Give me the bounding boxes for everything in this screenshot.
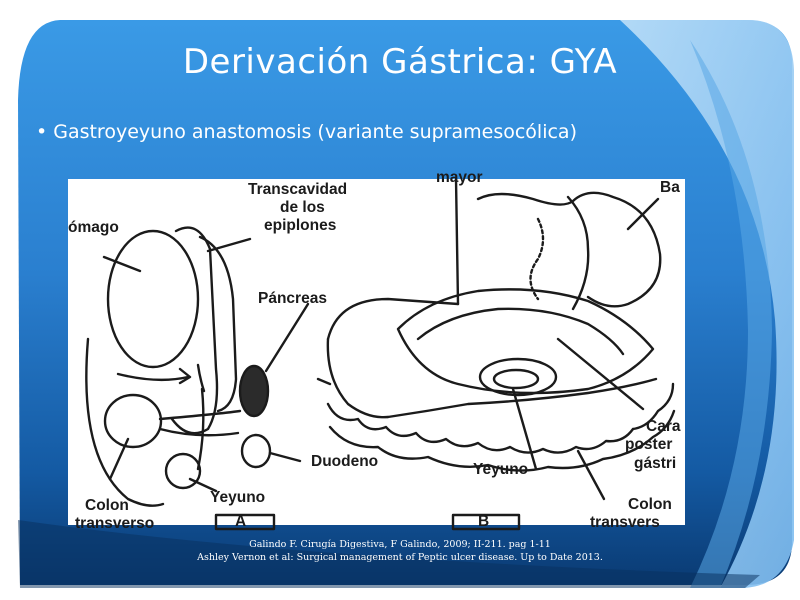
omentum-bag (328, 299, 458, 339)
mesocolon-b (388, 379, 656, 417)
citation-line-2: Ashley Vernon et al: Surgical management of Peptic ulcer disease. Up to Date 2013. (197, 552, 603, 563)
jejunum-stem (198, 389, 203, 469)
omentum-line (456, 179, 458, 304)
leader-pancreas (266, 304, 308, 371)
label-colon-left: Colon (85, 497, 129, 514)
bullet-text: Gastroyeyuno anastomosis (variante supramesocólica) (53, 121, 577, 143)
label-cara-2: poster (625, 436, 673, 453)
bullet-item (36, 121, 577, 143)
label-mayor: mayor (436, 169, 483, 186)
label-colon-left-2: transverso (75, 515, 155, 532)
anastomosis-inner (494, 370, 538, 388)
leader-cara (558, 339, 643, 409)
stomach-curve (568, 197, 588, 309)
stomach-body (398, 289, 653, 393)
label-ba: Ba (660, 179, 680, 196)
bullet-marker: • (36, 121, 48, 143)
label-pancreas: Páncreas (258, 290, 327, 307)
label-duodeno: Duodeno (311, 453, 379, 470)
leader-duodeno-b (318, 379, 330, 384)
arrow-path (118, 374, 188, 380)
jejunum-a (166, 454, 200, 488)
label-colon-right-2: transvers (590, 514, 660, 531)
mesentery-inner (160, 411, 240, 419)
label-transcavidad-1: Transcavidad (248, 181, 348, 198)
leader-duodeno (270, 453, 300, 461)
pancreas-shape (240, 366, 268, 416)
label-panel-a: A (235, 513, 247, 530)
colon-transverse-a (105, 395, 161, 447)
anastomosis-ring (480, 359, 556, 395)
label-yeyuno-right: Yeyuno (473, 461, 529, 478)
stomach-inner (418, 309, 623, 354)
leader-colon (110, 439, 128, 479)
label-transcavidad-2: de los (280, 199, 325, 216)
label-cara-1: Cara (646, 418, 681, 435)
leader-omago (104, 257, 140, 271)
omentum-front (328, 339, 388, 417)
label-yeyuno-left: Yeyuno (210, 489, 266, 506)
lesser-sac (172, 228, 217, 434)
leader-ba (628, 199, 658, 229)
stomach-oval (108, 231, 198, 367)
arrow-path-2 (198, 365, 204, 391)
label-cara-3: gástri (634, 455, 677, 472)
citation (0, 538, 800, 564)
leader-colon-b (578, 451, 604, 499)
label-panel-b: B (478, 513, 490, 530)
label-omago: ómago (68, 219, 119, 236)
anatomy-drawing (68, 179, 685, 525)
slide-title: Derivación Gástrica: GYA (182, 42, 618, 82)
citation-line-1: Galindo F. Cirugía Digestiva, F Galindo, 2009; II-211. pag 1-11 (249, 539, 551, 550)
mesentery-line (86, 339, 163, 506)
leader-transcavidad (208, 239, 250, 251)
label-colon-right: Colon (628, 496, 672, 513)
duodenum-shape (242, 435, 270, 467)
label-transcavidad-3: epiplones (264, 217, 337, 234)
arrow-head (180, 369, 190, 383)
anatomy-figure (68, 169, 685, 532)
stomach-fold (531, 219, 544, 299)
